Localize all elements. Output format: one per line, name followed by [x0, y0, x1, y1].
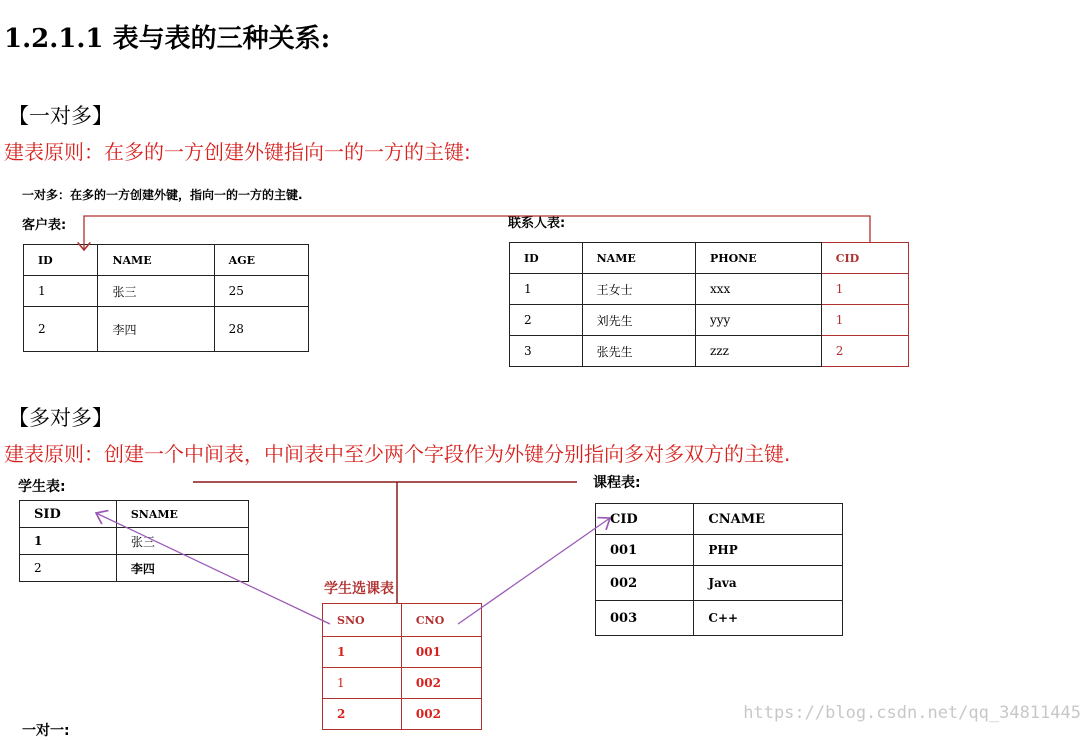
selection-table-label: 学生选课表 [324, 581, 394, 597]
table-cell: xxx [695, 274, 821, 305]
table-cell: 1 [323, 668, 402, 699]
table-header-cell: ID [510, 243, 583, 274]
table-cell: 28 [214, 307, 308, 352]
table-cell: 1 [510, 274, 583, 305]
table-cell: 1 [20, 528, 117, 555]
course-table-label: 课程表: [593, 475, 641, 491]
contact-table-label: 联系人表: [508, 216, 566, 231]
one-to-many-title: 【一对多】 [8, 104, 113, 128]
table-cell: 001 [401, 637, 481, 668]
table-cell: 2 [323, 699, 402, 730]
table-cell: 李四 [98, 307, 214, 352]
many-to-many-rule: 建表原则：创建一个中间表，中间表中至少两个字段作为外键分别指向多对多双方的主键. [4, 442, 791, 466]
table-cell: Java [694, 566, 843, 601]
foreign-key-line [84, 216, 870, 250]
table-cell: PHP [694, 535, 843, 566]
table-cell: 1 [323, 637, 402, 668]
table-cell: 002 [596, 566, 694, 601]
table-cell: 001 [596, 535, 694, 566]
table-header-cell: SID [20, 501, 117, 528]
table-cell: 2 [20, 555, 117, 582]
foreign-key-header-cell: CID [821, 243, 908, 274]
foreign-key-cell: 1 [821, 305, 908, 336]
section-heading: 1.2.1.1 表与表的三种关系: [4, 24, 331, 54]
customer-table-label: 客户表: [22, 218, 67, 233]
table-cell: 002 [401, 699, 481, 730]
table-cell: 张先生 [582, 336, 695, 367]
table-cell: 003 [596, 601, 694, 636]
table-cell: 2 [24, 307, 98, 352]
table-header-cell: SNAME [116, 501, 248, 528]
table-cell: 张三 [116, 528, 248, 555]
table-header-cell: PHONE [695, 243, 821, 274]
student-table-label: 学生表: [18, 479, 66, 495]
table-cell: 25 [214, 276, 308, 307]
watermark: https://blog.csdn.net/qq_34811445 [743, 703, 1081, 723]
table-cell: 1 [24, 276, 98, 307]
one-to-many-caption: 一对多：在多的一方创建外键，指向一的一方的主键. [22, 188, 303, 202]
cut-off-section-title: 一对一: [22, 723, 70, 739]
table-header-cell: ID [24, 245, 98, 276]
table-cell: 2 [510, 305, 583, 336]
table-header-cell: CNO [401, 604, 481, 637]
sno-to-sid-arrow [96, 513, 330, 624]
foreign-key-cell: 2 [821, 336, 908, 367]
one-to-many-rule: 建表原则：在多的一方创建外键指向一的一方的主键: [4, 140, 471, 164]
table-header-cell: NAME [98, 245, 214, 276]
foreign-key-cell: 1 [821, 274, 908, 305]
table-cell: 刘先生 [582, 305, 695, 336]
table-header-cell: NAME [582, 243, 695, 274]
table-header-cell: CNAME [694, 504, 843, 535]
cno-to-cid-arrow [458, 518, 610, 624]
table-cell: zzz [695, 336, 821, 367]
table-cell: 李四 [116, 555, 248, 582]
table-cell: 张三 [98, 276, 214, 307]
table-cell: 王女士 [582, 274, 695, 305]
table-cell: C++ [694, 601, 843, 636]
table-header-cell: AGE [214, 245, 308, 276]
many-to-many-title: 【多对多】 [8, 406, 113, 430]
table-header-cell: SNO [323, 604, 402, 637]
table-cell: 3 [510, 336, 583, 367]
table-cell: 002 [401, 668, 481, 699]
table-cell: yyy [695, 305, 821, 336]
table-header-cell: CID [596, 504, 694, 535]
